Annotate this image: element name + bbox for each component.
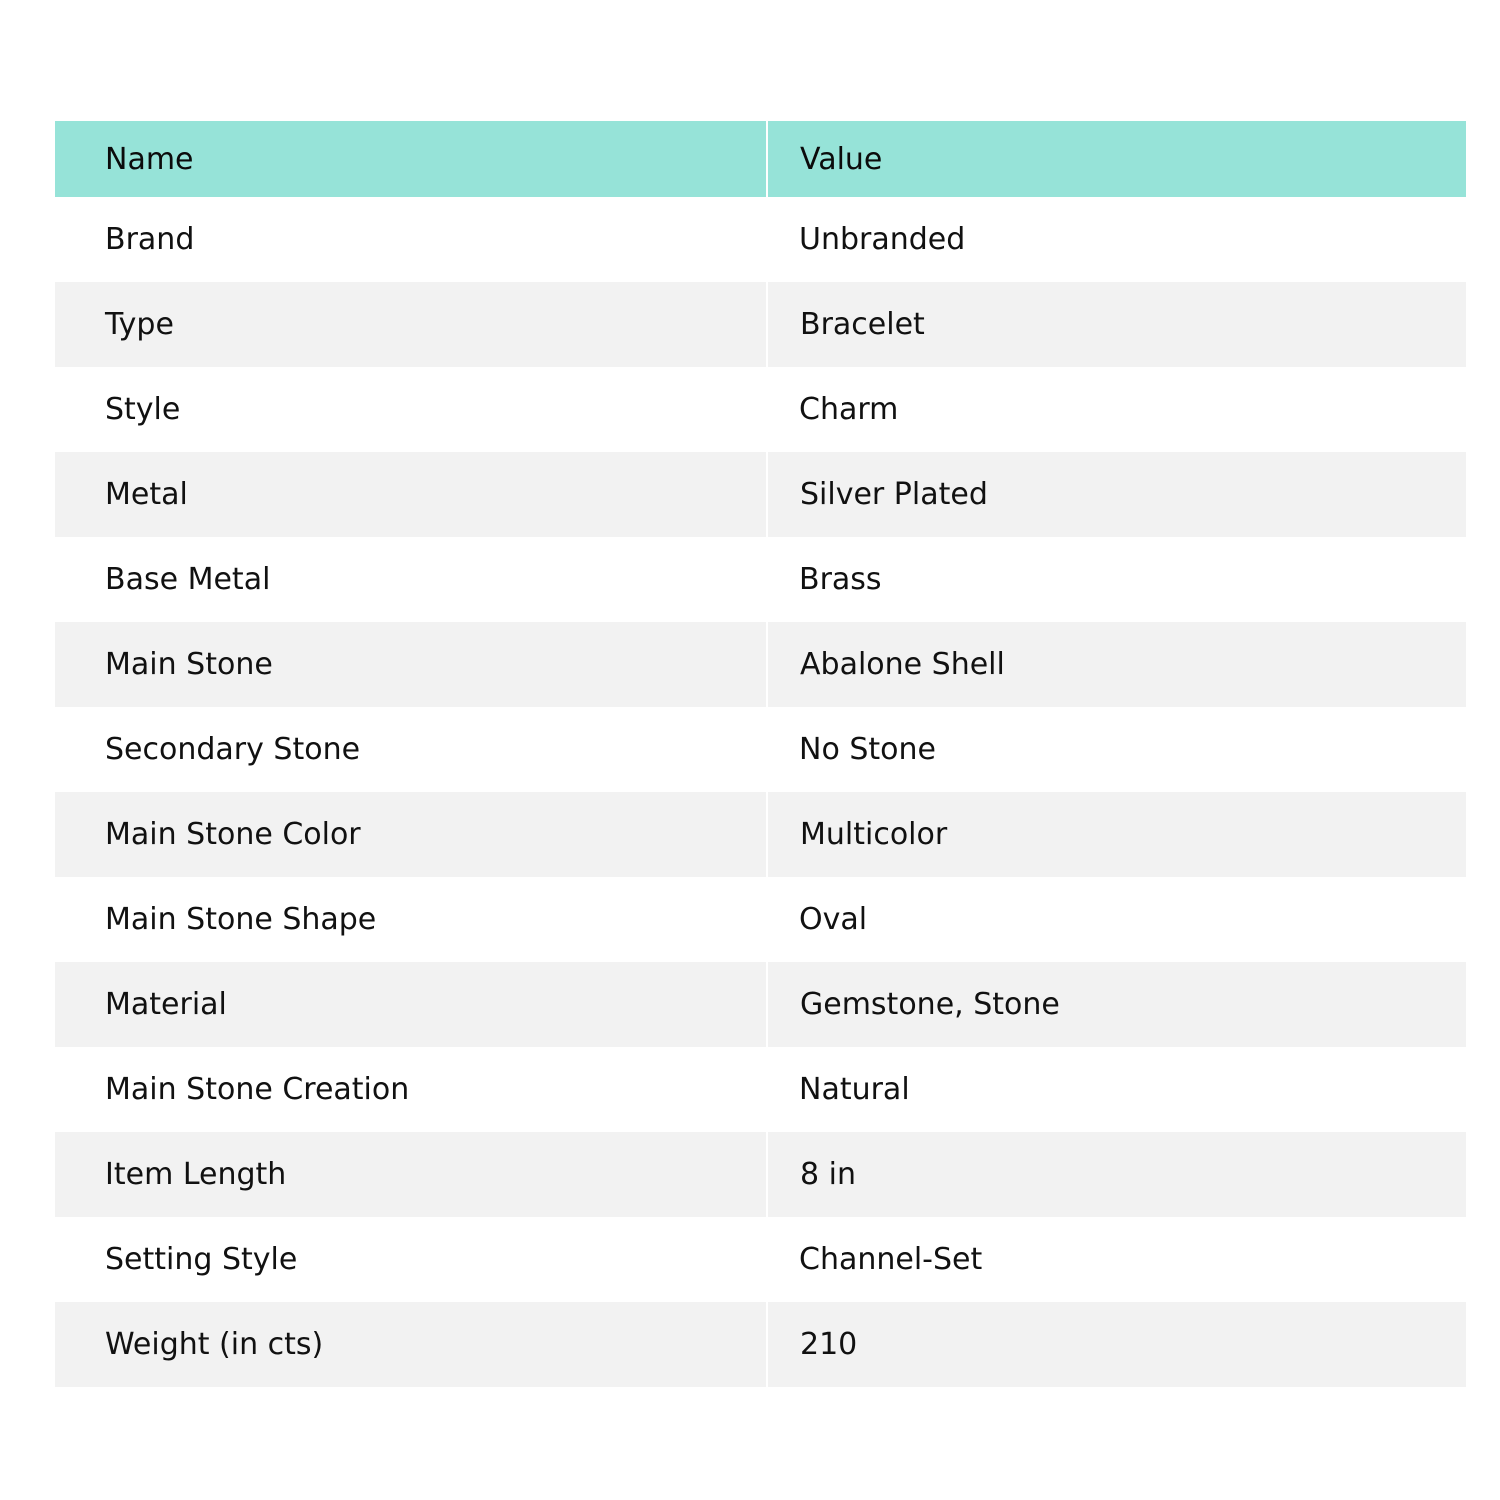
row-name-cell: Main Stone Creation xyxy=(105,1072,410,1107)
row-value-cell: Oval xyxy=(799,902,868,937)
row-name-cell: Weight (in cts) xyxy=(55,1302,767,1387)
row-value-cell: 8 in xyxy=(767,1132,1466,1217)
table-row xyxy=(55,1132,1466,1217)
row-name-cell: Material xyxy=(55,962,767,1047)
row-value-cell: Charm xyxy=(799,392,899,427)
row-value-cell: Silver Plated xyxy=(767,452,1466,537)
table-row xyxy=(55,282,1466,367)
row-name-cell: Item Length xyxy=(55,1132,767,1217)
row-value-cell: Multicolor xyxy=(767,792,1466,877)
table-row xyxy=(55,877,1466,962)
row-name-cell: Metal xyxy=(55,452,767,537)
table-row xyxy=(55,367,1466,452)
row-value-cell: Abalone Shell xyxy=(767,622,1466,707)
table-row xyxy=(55,792,1466,877)
row-name-cell: Setting Style xyxy=(105,1242,298,1277)
table-row xyxy=(55,452,1466,537)
row-value-cell: Channel-Set xyxy=(799,1242,983,1277)
table-row xyxy=(55,622,1466,707)
table-header xyxy=(55,121,1466,197)
header-row xyxy=(55,121,1466,197)
row-value-cell: Gemstone, Stone xyxy=(767,962,1466,1047)
row-name-cell: Base Metal xyxy=(105,562,271,597)
row-value-cell: Bracelet xyxy=(767,282,1466,367)
row-value-cell: Unbranded xyxy=(799,222,966,257)
table-row xyxy=(55,1047,1466,1132)
table-row xyxy=(55,1217,1466,1302)
table-row xyxy=(55,962,1466,1047)
row-value-cell: Natural xyxy=(799,1072,910,1107)
row-name-cell: Main Stone xyxy=(55,622,767,707)
table-body xyxy=(55,197,1466,1387)
row-value-cell: No Stone xyxy=(799,732,936,767)
row-name-cell: Main Stone Color xyxy=(55,792,767,877)
table-row xyxy=(55,707,1466,792)
row-name-cell: Main Stone Shape xyxy=(105,902,377,937)
row-name-cell: Secondary Stone xyxy=(105,732,361,767)
column-header-name: Name xyxy=(55,121,767,197)
item-specifics-table xyxy=(55,121,1466,1387)
table-row xyxy=(55,537,1466,622)
table-row xyxy=(55,197,1466,282)
row-name-cell: Style xyxy=(105,392,181,427)
row-name-cell: Type xyxy=(55,282,767,367)
row-name-cell: Brand xyxy=(105,222,195,257)
row-value-cell: 210 xyxy=(767,1302,1466,1387)
table-row xyxy=(55,1302,1466,1387)
column-header-value: Value xyxy=(767,121,1466,197)
row-value-cell: Brass xyxy=(799,562,882,597)
